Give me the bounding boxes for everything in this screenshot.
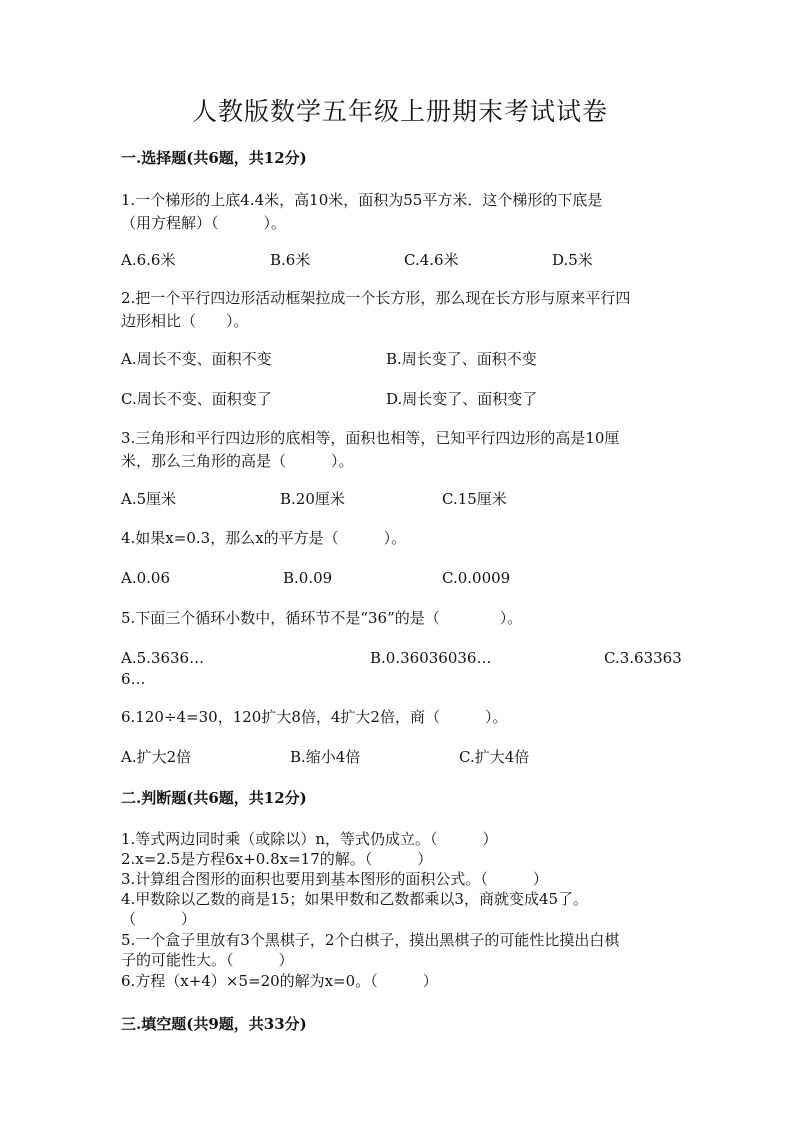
question-1-text: 1.一个梯形的上底4.4米，高10米，面积为55平方米．这个梯形的下底是	[121, 191, 603, 209]
question-1-option-d[interactable]: D.5米	[552, 251, 593, 269]
judge-item-4-cont: （ ）	[121, 910, 197, 928]
question-3-text-cont: 米，那么三角形的高是（ ）。	[121, 452, 354, 470]
question-5-option-a[interactable]: A.5.3636…	[121, 649, 205, 667]
question-5-text: 5.下面三个循环小数中，循环节不是“36”的是（ ）。	[121, 609, 523, 627]
question-6-text: 6.120÷4=30，120扩大8倍，4扩大2倍，商（ ）。	[121, 708, 508, 726]
question-5-option-b[interactable]: B.0.36036036…	[370, 649, 492, 667]
section-heading-choice: 一.选择题(共6题，共12分)	[121, 149, 307, 167]
question-2-option-a[interactable]: A.周长不变、面积不变	[121, 350, 272, 368]
question-2-text: 2.把一个平行四边形活动框架拉成一个长方形，那么现在长方形与原来平行四	[121, 289, 631, 307]
question-1-option-c[interactable]: C.4.6米	[404, 251, 459, 269]
question-4-option-c[interactable]: C.0.0009	[442, 569, 511, 587]
question-6-option-a[interactable]: A.扩大2倍	[121, 748, 192, 766]
question-3-option-b[interactable]: B.20厘米	[280, 490, 345, 508]
question-3-text: 3.三角形和平行四边形的底相等，面积也相等，已知平行四边形的高是10厘	[121, 429, 620, 447]
judge-item-4: 4.甲数除以乙数的商是15；如果甲数和乙数都乘以3，商就变成45了。	[121, 890, 589, 908]
question-1-option-a[interactable]: A.6.6米	[121, 251, 176, 269]
question-1-option-b[interactable]: B.6米	[270, 251, 311, 269]
question-3-option-a[interactable]: A.5厘米	[121, 490, 177, 508]
judge-item-3: 3.计算组合图形的面积也要用到基本图形的面积公式。（ ）	[121, 870, 548, 888]
judge-item-2: 2.x=2.5是方程6x+0.8x=17的解。（ ）	[121, 850, 433, 868]
question-4-option-a[interactable]: A.0.06	[121, 569, 170, 587]
question-5-option-c[interactable]: C.3.63363	[604, 649, 682, 667]
question-4-text: 4.如果x=0.3，那么x的平方是（ ）。	[121, 529, 407, 547]
section-heading-fill: 三.填空题(共9题，共33分)	[121, 1015, 307, 1033]
judge-item-1: 1.等式两边同时乘（或除以）n，等式仍成立。（ ）	[121, 830, 498, 848]
question-6-option-c[interactable]: C.扩大4倍	[459, 748, 530, 766]
judge-item-6: 6.方程（x+4）×5=20的解为x=0。（ ）	[121, 972, 438, 990]
section-heading-judge: 二.判断题(共6题，共12分)	[121, 789, 307, 807]
question-2-option-c[interactable]: C.周长不变、面积变了	[121, 390, 272, 408]
question-2-option-d[interactable]: D.周长变了、面积变了	[386, 390, 538, 408]
question-1-text-cont: （用方程解）（ ）。	[121, 214, 287, 232]
question-4-option-b[interactable]: B.0.09	[283, 569, 333, 587]
question-2-option-b[interactable]: B.周长变了、面积不变	[386, 350, 537, 368]
judge-item-5: 5.一个盒子里放有3个黑棋子，2个白棋子，摸出黑棋子的可能性比摸出白棋	[121, 931, 620, 949]
exam-title: 人教版数学五年级上册期末考试试卷	[191, 97, 608, 126]
question-5-option-c-wrap: 6…	[121, 670, 146, 688]
question-3-option-c[interactable]: C.15厘米	[442, 490, 507, 508]
question-2-text-cont: 边形相比（ ）。	[121, 312, 249, 330]
judge-item-5-cont: 子的可能性大。（ ）	[121, 951, 294, 969]
question-6-option-b[interactable]: B.缩小4倍	[290, 748, 361, 766]
